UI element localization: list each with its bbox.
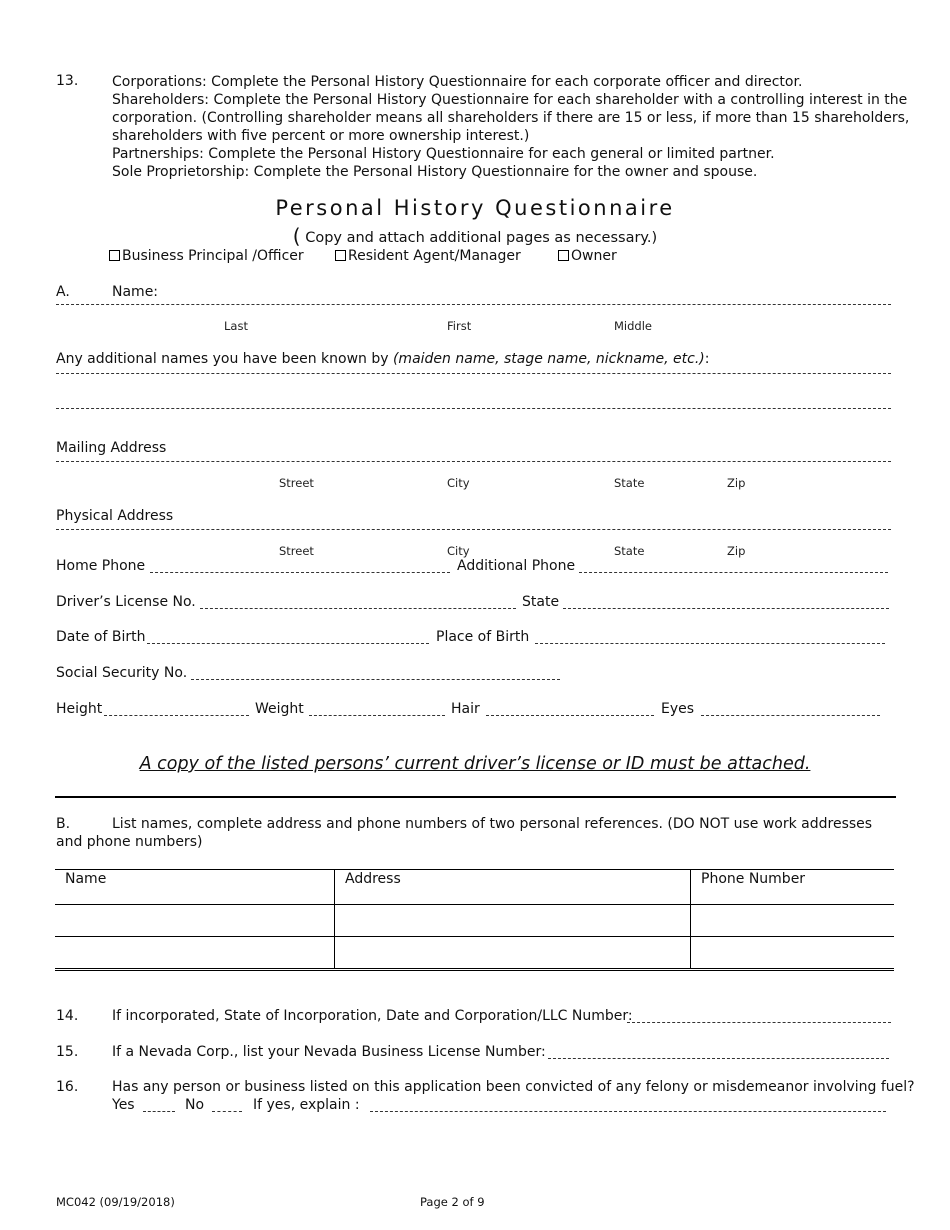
page-title: Personal History Questionnaire	[275, 196, 675, 220]
checkbox-icon[interactable]	[558, 250, 569, 261]
role-label: Resident Agent/Manager	[348, 248, 521, 264]
additional-names-field-2[interactable]	[56, 408, 891, 409]
reference-2-address-cell[interactable]	[335, 937, 691, 970]
caption-zip: Zip	[727, 544, 746, 558]
reference-1-phone-cell[interactable]	[691, 905, 895, 937]
item-16-explain-label: If yes, explain :	[253, 1097, 360, 1113]
checkbox-icon[interactable]	[335, 250, 346, 261]
table-header-row	[55, 869, 894, 905]
drivers-license-field[interactable]	[200, 596, 516, 609]
shareholders-text-3: shareholders with five percent or more ownership interest.)	[112, 128, 530, 144]
license-notice	[0, 754, 950, 774]
weight-field[interactable]	[309, 703, 445, 716]
physical-address-field[interactable]	[56, 529, 891, 530]
state-label: State	[522, 594, 560, 610]
additional-names-hint: (maiden name, stage name, nickname, etc.)	[392, 351, 705, 367]
table-row	[55, 937, 894, 970]
state-field[interactable]	[563, 596, 889, 609]
caption-city: City	[447, 544, 470, 558]
item-15-number: 15.	[56, 1044, 79, 1060]
caption-street: Street	[279, 476, 314, 490]
shareholders-text-1: Shareholders: Complete the Personal History Questionnaire for each shareholder with a controlling interest in the	[112, 92, 908, 108]
column-header-address: Address	[335, 869, 691, 905]
subtitle-paren: (	[292, 224, 301, 248]
dob-label: Date of Birth	[56, 629, 146, 645]
height-label: Height	[56, 701, 103, 717]
name-field[interactable]	[56, 304, 891, 305]
item-13-text	[112, 73, 910, 181]
reference-2-phone-cell[interactable]	[691, 937, 895, 970]
dob-field[interactable]	[147, 631, 429, 644]
section-b-letter: B.	[56, 816, 71, 832]
reference-1-name-cell[interactable]	[55, 905, 335, 937]
caption-last: Last	[224, 319, 248, 333]
role-resident-agent[interactable]	[335, 248, 521, 264]
page-subtitle	[0, 224, 950, 248]
caption-city: City	[447, 476, 470, 490]
role-business-principal[interactable]	[109, 248, 304, 264]
caption-state: State	[614, 476, 645, 490]
corporations-text: Corporations: Complete the Personal History Questionnaire for each corporate officer and director.	[112, 74, 803, 90]
references-table	[55, 869, 894, 971]
item-15-field[interactable]	[548, 1046, 889, 1059]
role-label: Business Principal /Officer	[122, 248, 304, 264]
reference-2-name-cell[interactable]	[55, 937, 335, 970]
pob-label: Place of Birth	[436, 629, 530, 645]
drivers-license-label: Driver’s License No.	[56, 594, 196, 610]
home-phone-field[interactable]	[150, 560, 450, 573]
caption-zip: Zip	[727, 476, 746, 490]
item-16-number: 16.	[56, 1079, 79, 1095]
subtitle-text: Copy and attach additional pages as necessary.)	[305, 230, 658, 246]
eyes-field[interactable]	[701, 703, 880, 716]
mailing-address-field[interactable]	[56, 461, 891, 462]
name-label: Name:	[112, 284, 159, 300]
additional-names-field-1[interactable]	[56, 373, 891, 374]
mailing-address-label: Mailing Address	[56, 440, 167, 456]
role-label: Owner	[571, 248, 617, 264]
page-number: Page 2 of 9	[420, 1195, 485, 1209]
item-14-number: 14.	[56, 1008, 79, 1024]
item-16-yes-field[interactable]	[143, 1099, 175, 1112]
pob-field[interactable]	[535, 631, 885, 644]
weight-label: Weight	[255, 701, 304, 717]
section-a-letter: A.	[56, 284, 70, 300]
item-14-field[interactable]	[627, 1010, 891, 1023]
caption-middle: Middle	[614, 319, 652, 333]
hair-label: Hair	[451, 701, 480, 717]
ssn-label: Social Security No.	[56, 665, 188, 681]
section-divider	[55, 796, 896, 798]
item-16-explain-field[interactable]	[370, 1099, 886, 1112]
section-b-text-1: List names, complete address and phone numbers of two personal references. (DO NOT use work addresses	[112, 816, 873, 832]
physical-address-label: Physical Address	[56, 508, 174, 524]
item-16-yes-label: Yes	[112, 1097, 135, 1113]
item-16-no-label: No	[185, 1097, 205, 1113]
shareholders-text-2: corporation. (Controlling shareholder means all shareholders if there are 15 or less, if more than 15 shareholders,	[112, 110, 910, 126]
additional-phone-label: Additional Phone	[457, 558, 576, 574]
column-header-phone: Phone Number	[691, 869, 895, 905]
additional-phone-field[interactable]	[579, 560, 888, 573]
item-15-label: If a Nevada Corp., list your Nevada Business License Number:	[112, 1044, 546, 1060]
checkbox-icon[interactable]	[109, 250, 120, 261]
reference-1-address-cell[interactable]	[335, 905, 691, 937]
item-14-label: If incorporated, State of Incorporation, Date and Corporation/LLC Number:	[112, 1008, 633, 1024]
partnerships-text: Partnerships: Complete the Personal History Questionnaire for each general or limited partner.	[112, 146, 775, 162]
caption-state: State	[614, 544, 645, 558]
item-16-no-field[interactable]	[212, 1099, 242, 1112]
section-b-text-2: and phone numbers)	[56, 834, 203, 850]
additional-names-label	[56, 351, 709, 367]
hair-field[interactable]	[486, 703, 654, 716]
caption-first: First	[447, 319, 472, 333]
height-field[interactable]	[104, 703, 249, 716]
additional-names-colon: :	[704, 351, 710, 367]
ssn-field[interactable]	[191, 667, 560, 680]
caption-street: Street	[279, 544, 314, 558]
role-owner[interactable]	[558, 248, 617, 264]
sole-proprietorship-text: Sole Proprietorship: Complete the Personal History Questionnaire for the owner and spouse.	[112, 164, 758, 180]
column-header-name: Name	[55, 869, 335, 905]
additional-names-text: Any additional names you have been known by	[56, 351, 393, 367]
eyes-label: Eyes	[661, 701, 695, 717]
item-16-label: Has any person or business listed on this application been convicted of any felony or misdemeanor involving fuel?	[112, 1079, 915, 1095]
home-phone-label: Home Phone	[56, 558, 146, 574]
form-id: MC042 (09/19/2018)	[56, 1195, 175, 1209]
license-notice-text: A copy of the listed persons’ current driver’s license or ID must be attached.	[139, 754, 811, 774]
table-row	[55, 905, 894, 937]
item-13-number: 13.	[56, 73, 79, 89]
